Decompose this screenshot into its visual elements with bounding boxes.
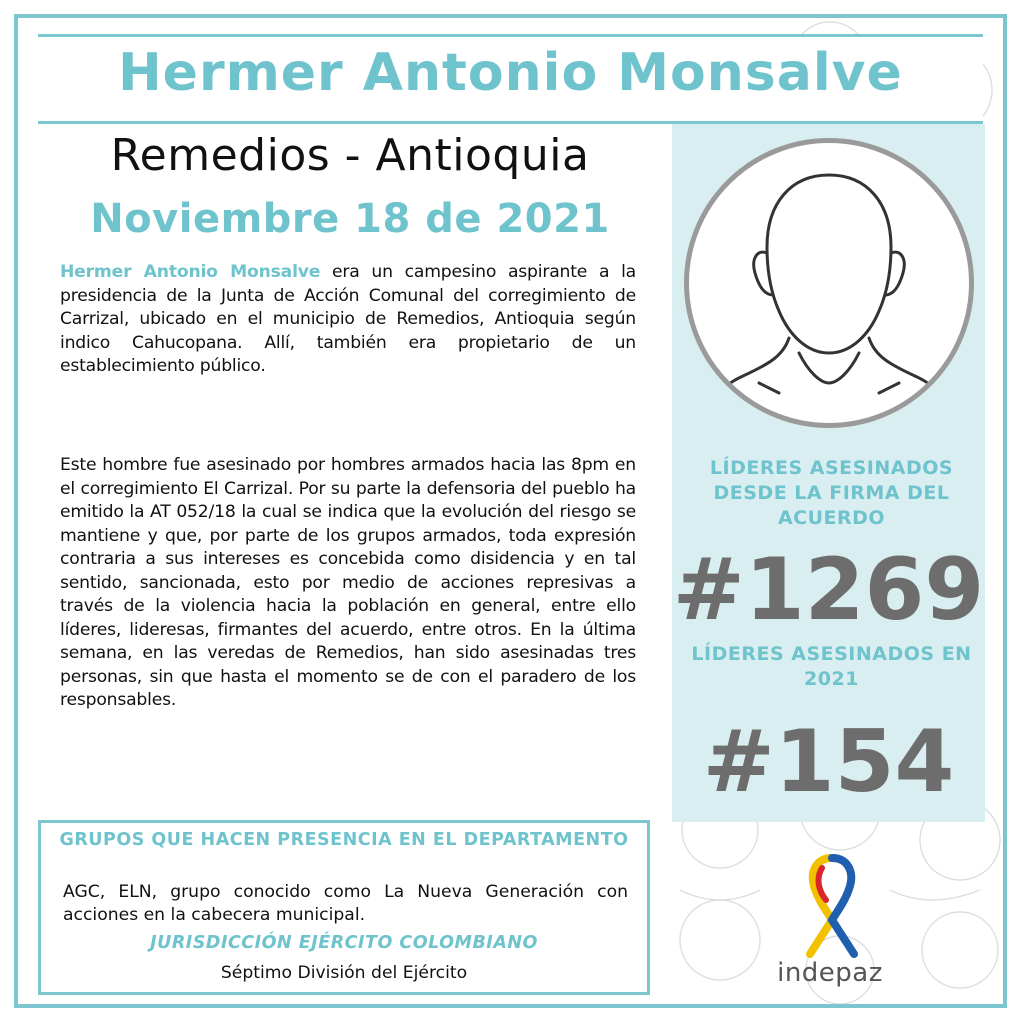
stat-value-year: #154 bbox=[702, 712, 955, 812]
title-band bbox=[38, 34, 983, 124]
stat-label-total: LÍDERES ASESINADOS DESDE LA FIRMA DEL ACUERDO bbox=[709, 457, 954, 529]
victim-name: Hermer Antonio Monsalve bbox=[60, 262, 321, 282]
groups-title: GRUPOS QUE HACEN PRESENCIA EN EL DEPARTAMENTO bbox=[59, 830, 629, 850]
description-paragraph-2: Este hombre fue asesinado por hombres armados hacia las 8pm en el corregimiento El Carrizal. Por su parte la defensoria del pueblo ha emitido la AT 052/18 la cual se indica que la evolución del riesgo se mantiene y que, por parte de los grupos armados, toda expresión contraria a sus intereses es concebida como disidencia y en tal sentido, sancionada, esto por medio de acciones represivas a través de la violencia hacia la población en general, entre ello líderes, lideresas, firmantes del acuerdo, entre otros. En la última semana, en las veredas de Remedios, han sido asesinadas tres personas, sin que hasta el momento se de con el paradero de los responsables. bbox=[60, 455, 636, 710]
groups-text: AGC, ELN, grupo conocido como La Nueva Generación con acciones en la cabecera municipal. bbox=[63, 882, 628, 925]
location: Remedios - Antioquia bbox=[110, 130, 590, 181]
person-silhouette-icon bbox=[689, 143, 969, 423]
stat-label-year: LÍDERES ASESINADOS EN 2021 bbox=[691, 643, 972, 690]
jurisdiction-title: JURISDICCIÓN EJÉRCITO COLOMBIANO bbox=[150, 933, 538, 953]
armed-groups-box bbox=[38, 820, 650, 995]
page-title: Hermer Antonio Monsalve bbox=[118, 43, 903, 103]
date: Noviembre 18 de 2021 bbox=[90, 196, 610, 242]
jurisdiction-text: Séptimo División del Ejército bbox=[220, 963, 468, 983]
logo-text: indepaz bbox=[777, 958, 883, 988]
description-paragraph-1 bbox=[60, 261, 636, 379]
ribbon-icon bbox=[800, 850, 864, 960]
avatar bbox=[684, 138, 974, 428]
stat-value-total: #1269 bbox=[672, 540, 985, 640]
description-paragraph-1-text: era un campesino aspirante a la presidencia de la Junta de Acción Comunal del corregimiento de Carrizal, ubicado en el municipio de Remedios, Antioquia según indico Cahucopana. Allí, también era propietario de un establecimiento público. bbox=[60, 262, 637, 376]
